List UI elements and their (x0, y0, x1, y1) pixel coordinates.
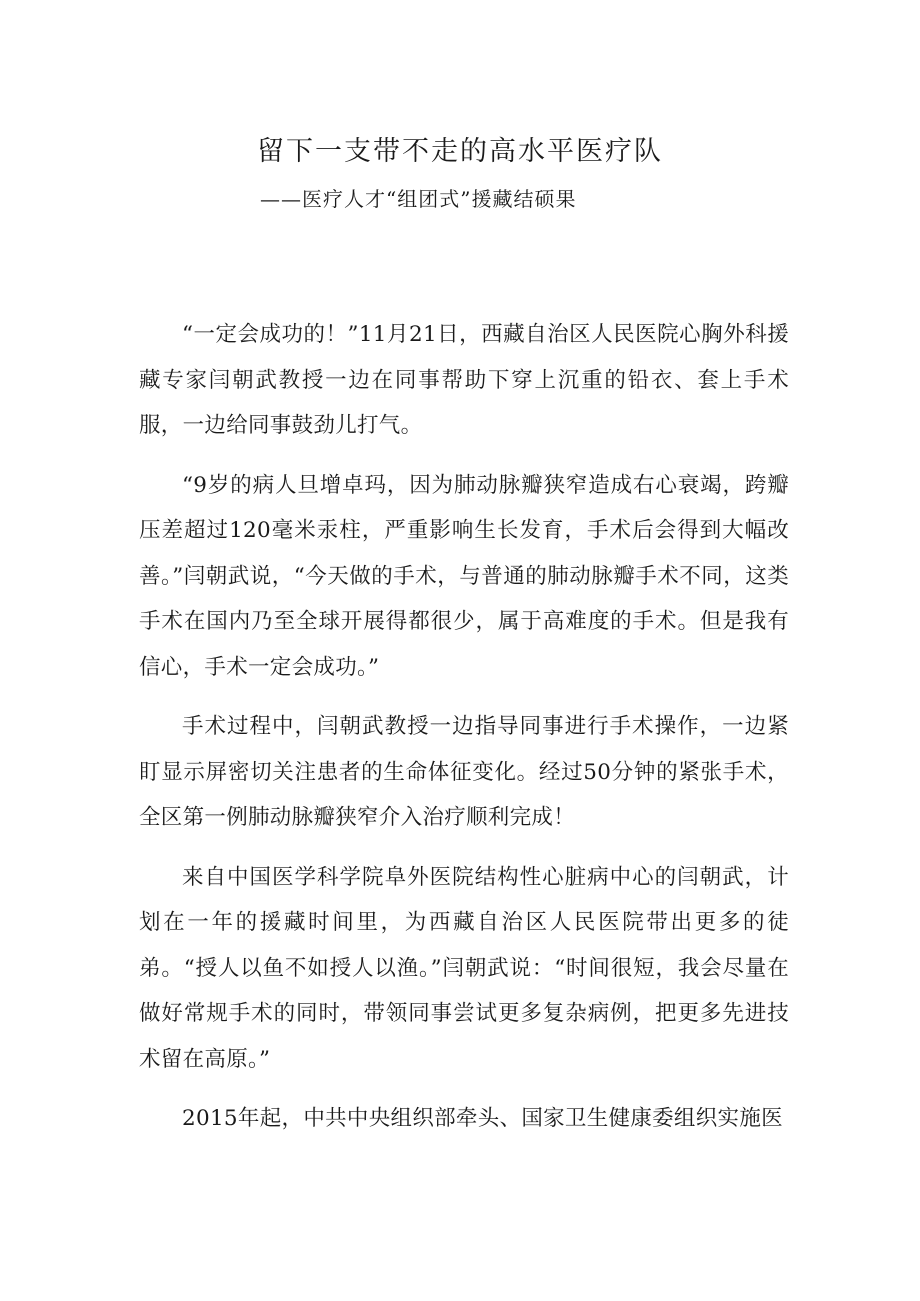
paragraph: “一定会成功的！”11月21日，西藏自治区人民医院心胸外科援藏专家闫朝武教授一边在同事帮助下穿上沉重的铅衣、套上手术服，一边给同事鼓劲儿打气。 (139, 322, 789, 438)
paragraph: 来自中国医学科学院阜外医院结构性心脏病中心的闫朝武，计划在一年的援藏时间里，为西藏自治区人民医院带出更多的徒弟。“授人以鱼不如授人以渔。”闫朝武说：“时间很短，我会尽量在做好常规手术的同时，带领同事尝试更多复杂病例，把更多先进技术留在高原。” (139, 864, 789, 1072)
paragraph: “9岁的病人旦增卓玛，因为肺动脉瓣狭窄造成右心衰竭，跨瓣压差超过120毫米汞柱，严重影响生长发育，手术后会得到大幅改善。”闫朝武说，“今天做的手术，与普通的肺动脉瓣手术不同，这类手术在国内乃至全球开展得都很少，属于高难度的手术。但是我有信心，手术一定会成功。” (139, 472, 789, 680)
article-subtitle: ——医疗人才“组团式”援藏结硕果 (260, 187, 577, 211)
paragraph: 手术过程中，闫朝武教授一边指导同事进行手术操作，一边紧盯显示屏密切关注患者的生命体征变化。经过50分钟的紧张手术，全区第一例肺动脉瓣狭窄介入治疗顺利完成！ (139, 714, 789, 830)
article-body (139, 312, 789, 1156)
article-title: 留下一支带不走的高水平医疗队 (257, 136, 663, 167)
paragraph: 2015年起，中共中央组织部牵头、国家卫生健康委组织实施医 (182, 1106, 783, 1131)
